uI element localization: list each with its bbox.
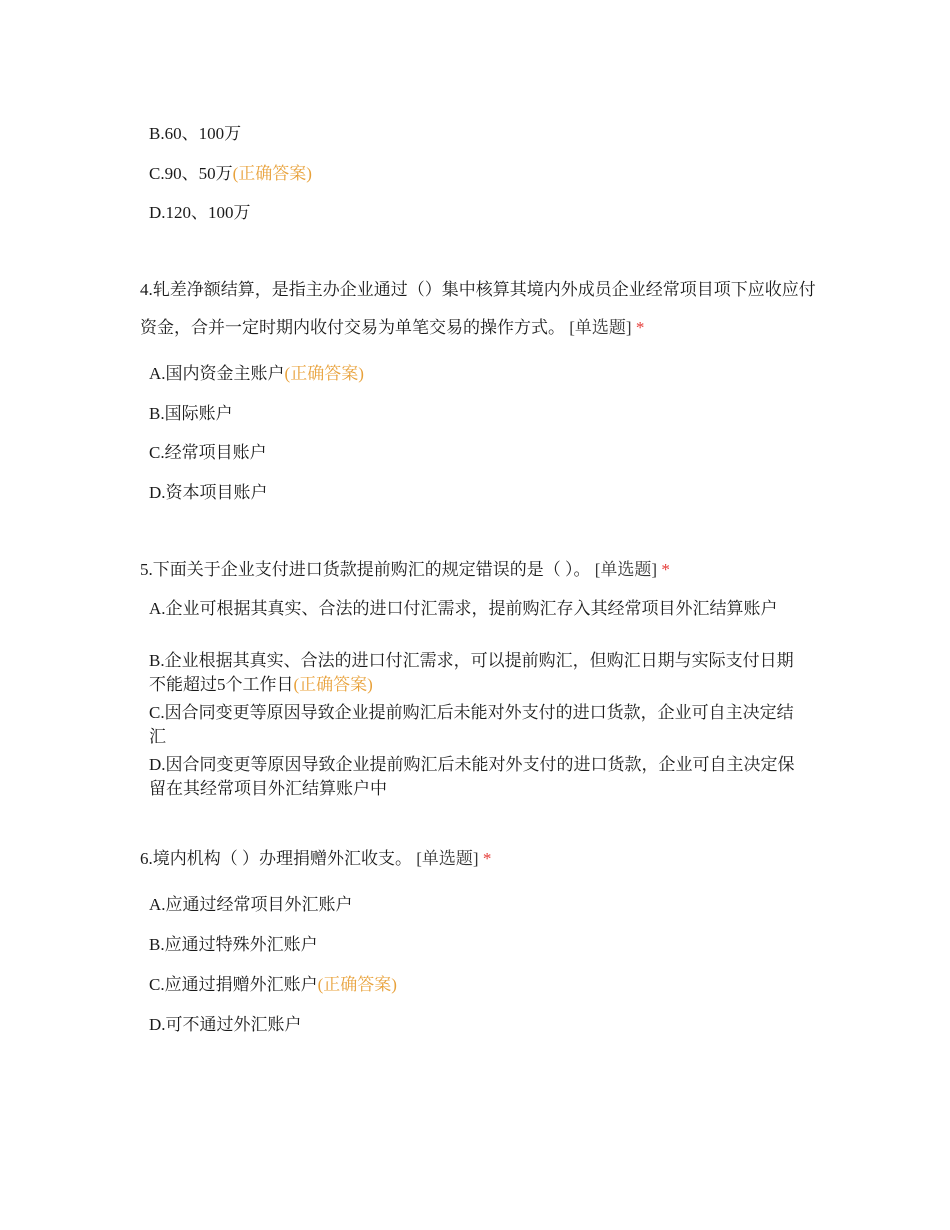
question-text: 5.下面关于企业支付进口货款提前购汇的规定错误的是（ ）。 [140,560,591,579]
correct-answer-tag: (正确答案) [284,364,364,383]
question-text: 4.轧差净额结算，是指主办企业通过（）集中核算其境内外成员企业经常项目项下应收应付资金，合并一定时期内收付交易为单笔交易的操作方式。 [140,280,816,337]
q4-option-d [149,483,268,503]
q5-option-d [149,753,809,801]
correct-answer-tag: (正确答案) [317,975,397,994]
q6-option-b [149,935,318,955]
prev-option-c [149,164,312,184]
question-type-label: [单选题] [569,318,632,337]
option-text: A.应通过经常项目外汇账户 [149,895,353,914]
option-text: C.经常项目账户 [149,443,267,462]
correct-answer-tag: (正确答案) [293,675,373,694]
q6-option-d [149,1015,302,1035]
q4-option-a [149,364,364,384]
option-text: B.60、100万 [149,124,242,143]
q5-option-a [149,597,809,621]
correct-answer-tag: (正确答案) [232,164,312,183]
option-text: A.企业可根据其真实、合法的进口付汇需求，提前购汇存入其经常项目外汇结算账户 [149,599,778,618]
option-text: C.因合同变更等原因导致企业提前购汇后未能对外支付的进口货款，企业可自主决定结汇 [149,703,794,746]
required-mark: * [661,560,670,579]
q6-option-c [149,975,397,995]
option-text: B.应通过特殊外汇账户 [149,935,318,954]
option-text: D.可不通过外汇账户 [149,1015,302,1034]
option-text: C.应通过捐赠外汇账户 [149,975,318,994]
q6-option-a [149,895,353,915]
option-text: D.120、100万 [149,203,251,222]
q4-option-b [149,404,233,424]
prev-option-d [149,203,251,223]
required-mark: * [482,849,492,868]
question-type-label: [单选题] [416,849,479,868]
question-text: 6.境内机构（ ）办理捐赠外汇收支。 [140,849,412,868]
option-text: B.企业根据其真实、合法的进口付汇需求，可以提前购汇，但购汇日期与实际支付日期不能超过5个工作日 [149,651,794,694]
question-4 [140,271,820,347]
option-text: C.90、50万 [149,164,233,183]
prev-option-b [149,124,241,144]
question-6 [140,840,820,878]
question-5 [140,551,820,589]
q5-option-c [149,701,809,749]
option-text: D.因合同变更等原因导致企业提前购汇后未能对外支付的进口货款，企业可自主决定保留在其经常项目外汇结算账户中 [149,755,795,798]
option-text: A.国内资金主账户 [149,364,285,383]
option-text: D.资本项目账户 [149,483,268,502]
required-mark: * [635,318,645,337]
q5-option-b [149,649,809,697]
q4-option-c [149,443,267,463]
question-type-label: [单选题] [594,560,658,579]
option-text: B.国际账户 [149,404,233,423]
